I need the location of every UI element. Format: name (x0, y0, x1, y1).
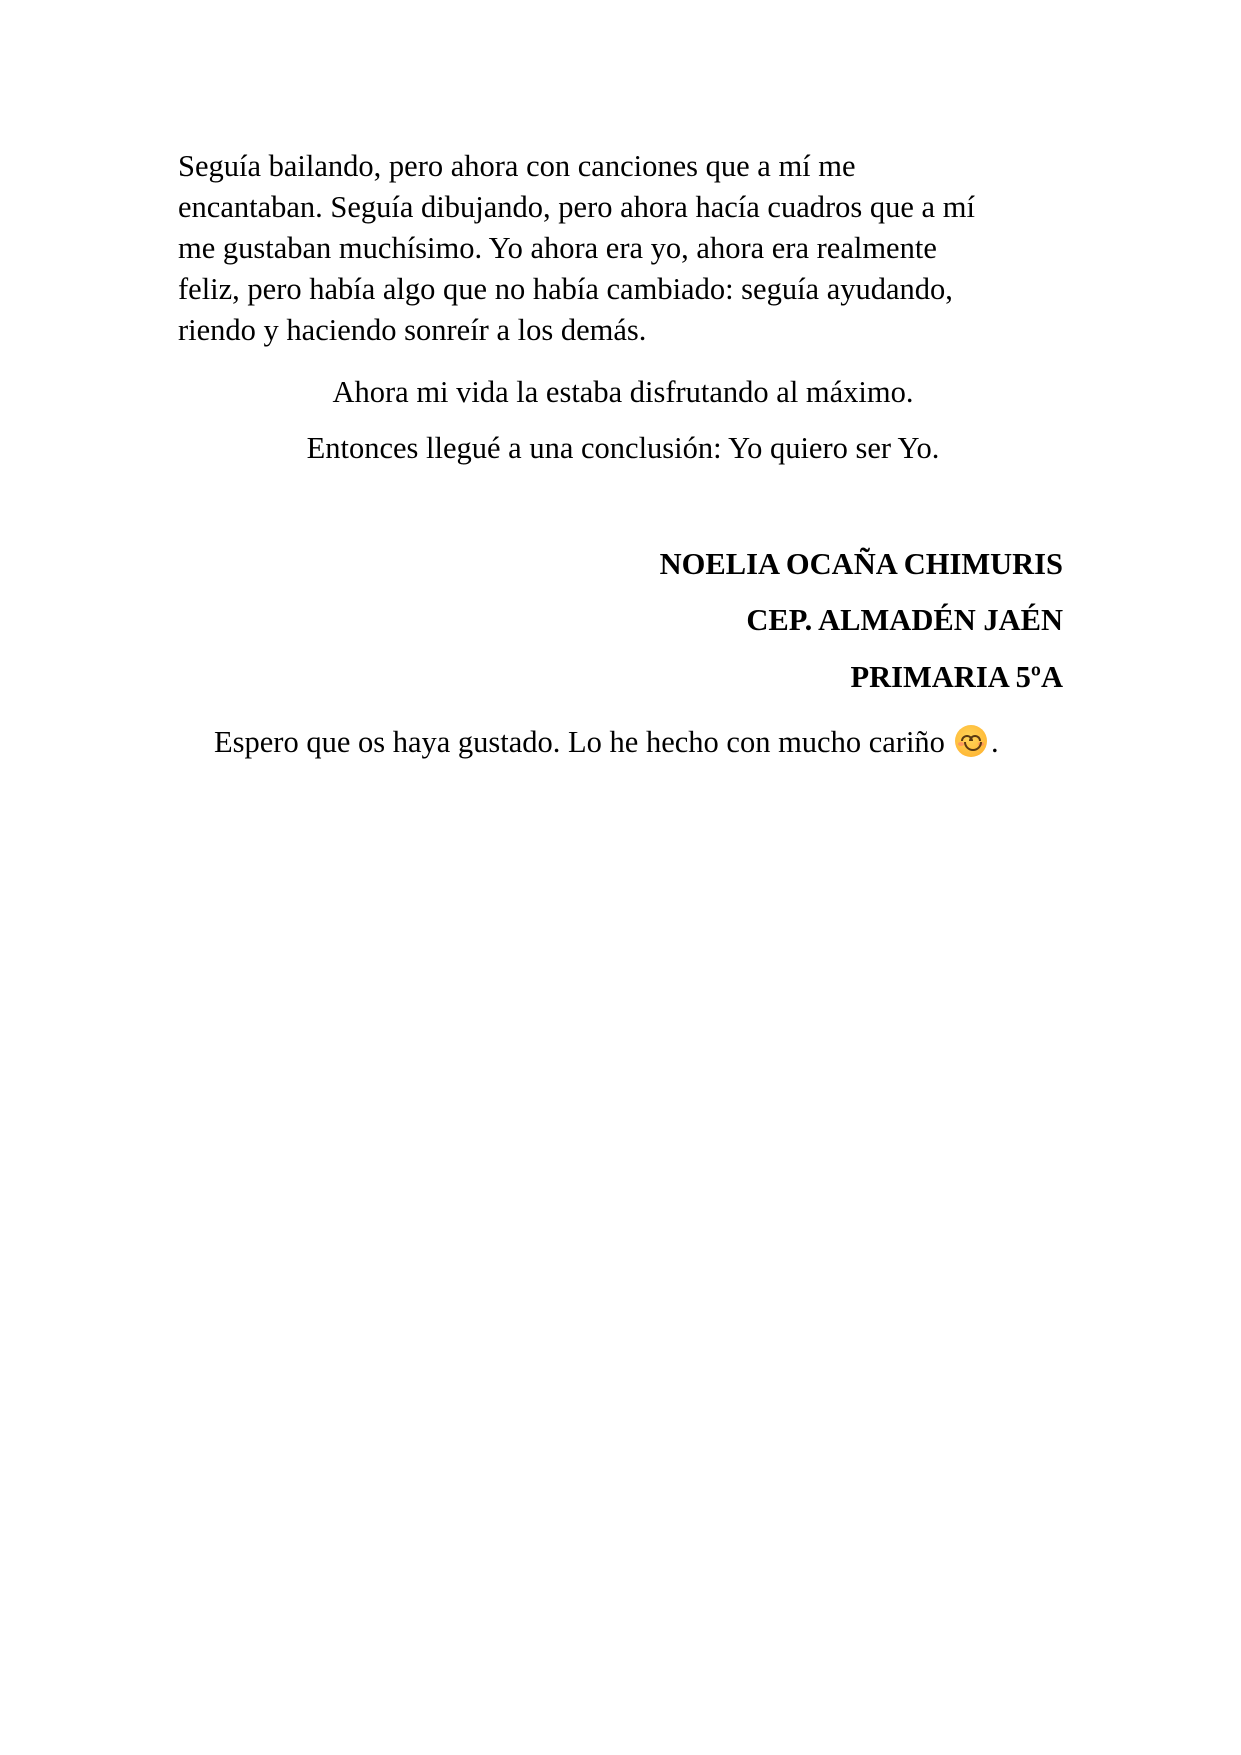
closing-note (214, 722, 999, 762)
closing-period: . (990, 725, 999, 759)
paragraph-line: Seguía bailando, pero ahora con canciones que a mí me (178, 149, 856, 183)
paragraph-line: riendo y haciendo sonreír a los demás. (178, 313, 647, 347)
conclusion-sentence: Entonces llegué a una conclusión: Yo quiero ser Yo. (306, 431, 940, 465)
author-grade: PRIMARIA 5ºA (850, 660, 1063, 694)
story-paragraph (178, 146, 1068, 351)
closing-text: Espero que os haya gustado. Lo he hecho con mucho cariño (214, 725, 945, 759)
centered-sentence: Ahora mi vida la estaba disfrutando al máximo. (332, 375, 914, 409)
paragraph-line: me gustaban muchísimo. Yo ahora era yo, ahora era realmente (178, 231, 937, 265)
paragraph-line: feliz, pero había algo que no había cambiado: seguía ayudando, (178, 272, 953, 306)
paragraph-line: encantaban. Seguía dibujando, pero ahora hacía cuadros que a mí (178, 190, 975, 224)
author-school: CEP. ALMADÉN JAÉN (746, 603, 1063, 637)
author-name: NOELIA OCAÑA CHIMURIS (659, 547, 1063, 581)
smiling-face-icon (955, 725, 987, 757)
